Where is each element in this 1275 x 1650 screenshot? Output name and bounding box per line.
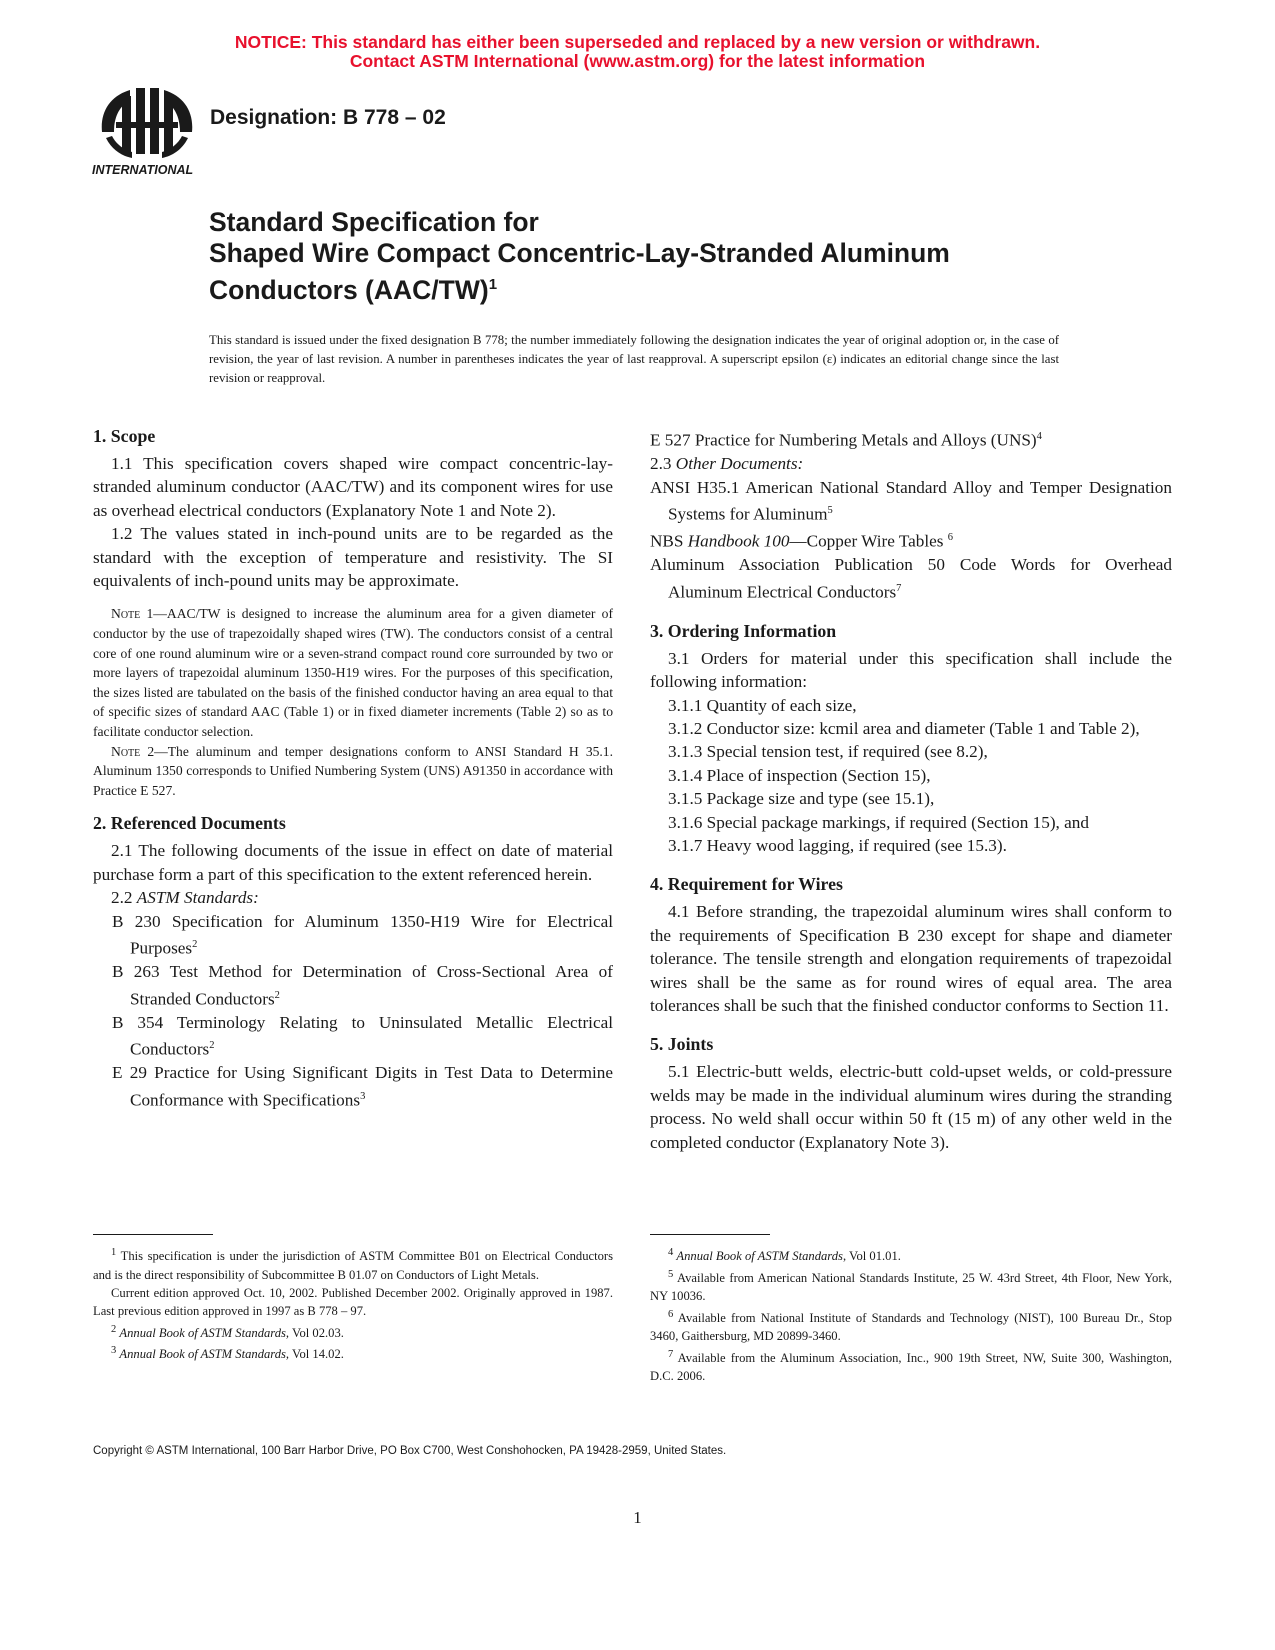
note-1 [93,604,613,741]
footnote-5-text: Available from American National Standards Institute, 25 W. 43rd Street, 4th Floor, New York, NY 10036. [650,1270,1172,1304]
footnote-2-mark: 2 [111,1323,117,1335]
astm-standards-number: 2.2 [111,888,133,908]
astm-standards-label [93,886,613,909]
ref-nbs-fn: 6 [947,532,953,544]
ordering-paragraph-1: 3.1 Orders for material under this specification shall include the following information: [650,648,1172,692]
ordering-item-5: 3.1.5 Package size and type (see 15.1), [668,789,935,809]
referenced-heading: 2. Referenced Documents [93,813,286,834]
astm-logo-icon [92,82,202,182]
other-documents-number: 2.3 [650,454,672,474]
footnote-7 [650,1346,1172,1386]
footnote-2-text: Vol 02.03. [289,1326,344,1340]
note-2-text: —The aluminum and temper designations conform to ANSI Standard H 35.1. Aluminum 1350 corresponds to Unified Numbering System (UNS) A91350 in accordance with Practice E 527. [93,743,614,798]
footnote-6-mark: 6 [668,1308,674,1320]
ref-e29 [93,1061,613,1112]
wires-heading: 4. Requirement for Wires [650,874,843,895]
title-line-2: Shaped Wire Compact Concentric-Lay-Stranded Aluminum [209,238,950,268]
logo-text: INTERNATIONAL [92,163,194,177]
referenced-paragraph-1: 2.1 The following documents of the issue in effect on date of material purchase form a part of this specification to the extent referenced herein. [93,841,613,884]
other-documents-title: Other Documents: [675,454,804,474]
ref-nbs-text: —Copper Wire Tables [789,531,948,551]
footnote-2 [93,1321,613,1343]
footnote-4-mark: 4 [668,1247,674,1258]
wires-paragraph-1: 4.1 Before stranding, the trapezoidal aluminum wires shall conform to the requirements of Specification B 230 except for shape and diameter tolerance. The tensile strength and elongation requirements of trapezoidal wires shall be the same as for round wires of equal area. The area tolerances shall be such that the finished conductor conforms to Section 11. [650,902,1172,1016]
ref-e29-text: E 29 Practice for Using Significant Digits in Test Data to Determine Conformance with Specifications [112,1063,613,1110]
footnote-1b: Current edition approved Oct. 10, 2002. Published December 2002. Originally approved in 1987. Last previous edition approved in 1997 as B 778 – 97. [93,1286,613,1319]
title-line-1: Standard Specification for [209,207,539,237]
footnote-5 [650,1266,1172,1306]
ref-aa-text: Aluminum Association Publication 50 Code Words for Overhead Aluminum Electrical Conductors [650,555,1172,602]
left-column [93,425,613,1112]
page-number: 1 [633,1508,642,1527]
ref-e527 [650,425,1172,452]
ordering-item-3: 3.1.3 Special tension test, if required (see 8.2), [668,742,988,762]
ordering-item-1: 3.1.1 Quantity of each size, [668,695,857,715]
joints-heading: 5. Joints [650,1034,714,1055]
document-title [209,207,1109,306]
ref-b230 [93,910,613,961]
title-line-3-text: Conductors (AAC/TW) [209,274,489,305]
scope-paragraph-2: 1.2 The values stated in inch-pound units are to be regarded as the standard with the exception of temperature and resistivity. The SI equivalents of inch-pound units may be approximate. [93,524,613,591]
notice-line-2: Contact ASTM International (www.astm.org) for the latest information [349,51,926,71]
ref-ansi-fn: 5 [827,504,833,516]
ref-e527-text: E 527 Practice for Numbering Metals and Alloys (UNS) [650,430,1037,450]
joints-paragraph-1: 5.1 Electric-butt welds, electric-butt cold-upset welds, or cold-pressure welds may be made in the individual aluminum wires during the stranding process. No weld shall occur within 50 ft (15 m) of any other weld in the completed conductor (Explanatory Note 3). [650,1062,1172,1152]
ref-b230-text: B 230 Specification for Aluminum 1350-H19 Wire for Electrical Purposes [112,911,613,958]
other-documents-label [650,452,1172,475]
footnote-rule-right [650,1234,770,1235]
footnote-1 [93,1244,613,1284]
footnote-6 [650,1306,1172,1346]
footnote-3-mark: 3 [111,1345,117,1357]
notice-line-1: NOTICE: This standard has either been superseded and replaced by a new version or withdrawn. [234,32,1041,52]
ref-aa-fn: 7 [896,582,902,594]
note-2 [93,742,613,801]
title-line-3 [209,269,1109,306]
ref-b230-fn: 2 [192,939,198,950]
footnotes-right [650,1244,1172,1386]
astm-standards-title: ASTM Standards: [136,888,259,908]
ref-nbs-prefix: NBS [650,531,688,551]
ordering-item-2: 3.1.2 Conductor size: kcmil area and diameter (Table 1 and Table 2), [668,719,1140,738]
note-2-label: Note 2 [111,743,155,759]
ref-nbs [650,526,1172,553]
designation: Designation: B 778 – 02 [210,106,446,129]
ordering-heading: 3. Ordering Information [650,620,837,641]
ref-b354 [93,1011,613,1062]
scope-heading: 1. Scope [93,426,156,446]
scope-paragraph-1: 1.1 This specification covers shaped wire compact concentric-lay-stranded aluminum conductor (AAC/TW) and its component wires for use as overhead electrical conductors (Explanatory Note 1 and Note 2). [93,454,613,520]
ref-nbs-italic: Handbook 100 [687,531,790,551]
footnote-3-italic: Annual Book of ASTM Standards, [119,1347,290,1362]
ref-aluminum-association [650,553,1172,604]
issued-statement: This standard is issued under the fixed designation B 778; the number immediately following the designation indicates the year of original adoption or, in the case of revision, the year of last revision. A number in parentheses indicates the year of last reapproval. A superscript epsilon (ε) indicates an editorial change since the last revision or reapproval. [209,333,1059,385]
ref-b354-text: B 354 Terminology Relating to Uninsulated Metallic Electrical Conductors [112,1012,613,1059]
ref-b263-text: B 263 Test Method for Determination of Cross-Sectional Area of Stranded Conductors [112,962,613,1009]
ordering-item-6: 3.1.6 Special package markings, if required (Section 15), and [668,812,1089,832]
footnote-7-mark: 7 [668,1348,674,1360]
footnote-rule-left [93,1234,213,1235]
footnote-2-italic: Annual Book of ASTM Standards, [119,1326,290,1340]
footnote-5-mark: 5 [668,1268,674,1280]
astm-logo [92,82,202,182]
ref-b263 [93,960,613,1011]
ref-b354-fn: 2 [209,1040,215,1052]
footnotes-left [93,1244,613,1364]
right-column [650,425,1172,1154]
footnote-6-text: Available from National Institute of Standards and Technology (NIST), 100 Bureau Dr., Stop 3460, Gaithersburg, MD 20899-3460. [650,1310,1172,1344]
withdrawal-notice [0,33,1275,71]
ref-b263-fn: 2 [274,989,280,1001]
footnote-1-text: This specification is under the jurisdiction of ASTM Committee B01 on Electrical Conductors and is the direct responsibility of Subcommittee B 01.07 on Conductors of Light Metals. [93,1249,614,1282]
ref-e527-fn: 4 [1036,431,1042,442]
footnote-4-text: , Vol 01.01. [842,1249,901,1264]
ordering-item-7: 3.1.7 Heavy wood lagging, if required (see 15.3). [668,836,1007,856]
title-footnote-mark: 1 [488,276,498,293]
ref-ansi [650,476,1172,527]
footnote-3 [93,1342,613,1364]
footnote-1-mark: 1 [111,1247,117,1258]
copyright: Copyright © ASTM International, 100 Barr Harbor Drive, PO Box C700, West Conshohocken, PA 19428-2959, United States. [93,1445,727,1457]
note-1-label: Note 1 [111,606,154,622]
footnote-4-italic: Annual Book of ASTM Standards [676,1249,843,1264]
ref-ansi-text: ANSI H35.1 American National Standard Alloy and Temper Designation Systems for Aluminum [650,477,1172,524]
footnote-7-text: Available from the Aluminum Association, Inc., 900 19th Street, NW, Suite 300, Washington, D.C. 2006. [650,1350,1172,1384]
note-1-text: —AAC/TW is designed to increase the aluminum area for a given diameter of conductor by the use of trapezoidally shaped wires (TW). The conductors consist of a central core of one round aluminum wire or a seven-strand compact round core surrounded by two or more layers of trapezoidal aluminum 1350-H19 wires. For the purposes of this specification, the sizes listed are tabulated on the basis of the finished conductor having an area equal to that of specific sizes of standard AAC (Table 1) or in fixed diameter increments (Table 2) so as to facilitate conductor selection. [93,606,613,739]
ordering-item-4: 3.1.4 Place of inspection (Section 15), [668,765,931,785]
footnote-3-text: Vol 14.02. [289,1347,344,1362]
footnote-4 [650,1244,1172,1266]
ref-e29-fn: 3 [360,1090,366,1102]
